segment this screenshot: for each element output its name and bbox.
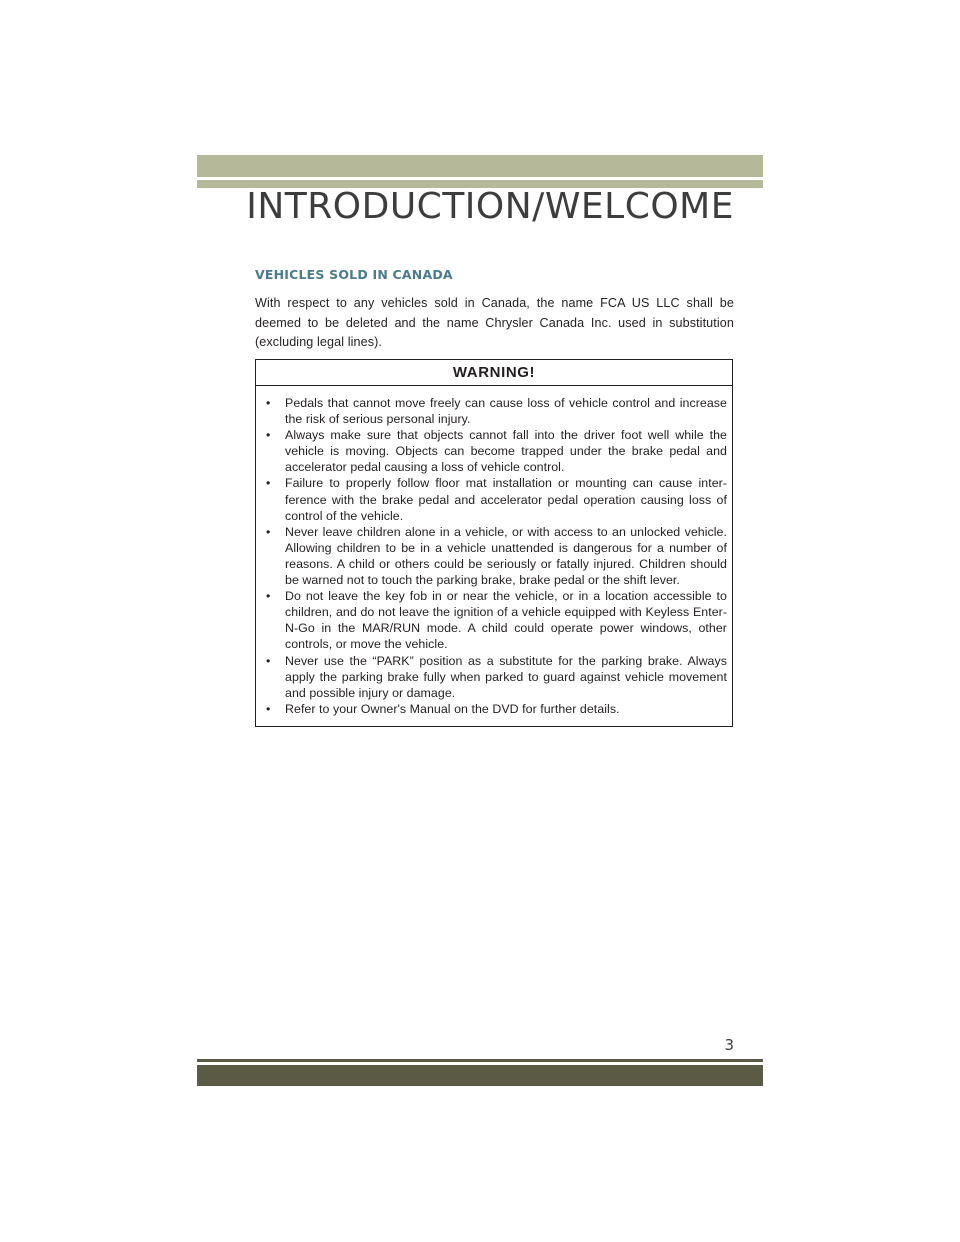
- warning-item-text: Failure to properly follow floor mat installation or mounting can cause inter-ference with the brake pedal and accelerator pedal operation causing loss of control of the vehicle.: [285, 476, 727, 523]
- intro-paragraph: With respect to any vehicles sold in Canada, the name FCA US LLC shall be deemed to be deleted and the name Chrysler Canada Inc. used in substitution (excluding legal lines).: [255, 296, 734, 349]
- header-band: [197, 155, 763, 177]
- warning-item: [265, 475, 727, 523]
- section-title: VEHICLES SOLD IN CANADA: [255, 267, 453, 282]
- warning-item: [265, 653, 727, 701]
- footer-rule: [197, 1059, 763, 1062]
- warning-item-text: Refer to your Owner's Manual on the DVD for further details.: [285, 701, 620, 716]
- bullet-icon: •: [266, 589, 271, 604]
- footer-band: [197, 1065, 763, 1086]
- warning-item: [265, 427, 727, 475]
- bullet-icon: •: [266, 701, 271, 716]
- warning-item: [265, 395, 727, 427]
- warning-list: [265, 395, 727, 717]
- bullet-icon: •: [266, 396, 271, 410]
- warning-item-text: Do not leave the key fob in or near the vehicle, or in a location accessible to children, and do not leave the ignition of a vehicle equipped with Keyless Enter-N-Go in the MAR/RUN mode. A child could operate power windows, other controls, or move the vehicle.: [285, 589, 727, 652]
- warning-item: [265, 701, 727, 717]
- warning-box: [255, 359, 733, 727]
- warning-item-text: Always make sure that objects cannot fall into the driver foot well while the vehicle is moving. Objects can become trapped under the brake pedal and accelerator pedal causing a loss of vehicle control.: [285, 428, 727, 475]
- warning-item-text: Never leave children alone in a vehicle, or with access to an unlocked vehicle. Allowing children to be in a vehicle unattended is dangerous for a number of reasons. A child or others could be seriously or fatally injured. Children should be warned not to touch the parking brake, brake pedal or the shift lever.: [285, 524, 727, 588]
- warning-item: [265, 588, 727, 652]
- warning-title-bar: [256, 360, 732, 386]
- section-header: INTRODUCTION/WELCOME: [246, 186, 734, 227]
- bullet-icon: •: [266, 653, 271, 668]
- bullet-icon: •: [266, 428, 271, 443]
- warning-item-text: Pedals that cannot move freely can cause loss of vehicle control and increase the risk of serious personal injury.: [285, 396, 727, 427]
- bullet-icon: •: [266, 476, 271, 491]
- warning-item-text: Never use the “PARK” position as a substitute for the parking brake. Always apply the parking brake fully when parked to guard against vehicle movement and possible injury or damage.: [285, 653, 727, 700]
- bullet-icon: •: [266, 524, 271, 539]
- warning-title: WARNING!: [452, 364, 536, 381]
- page-number: 3: [724, 1036, 734, 1054]
- warning-item: [265, 524, 727, 588]
